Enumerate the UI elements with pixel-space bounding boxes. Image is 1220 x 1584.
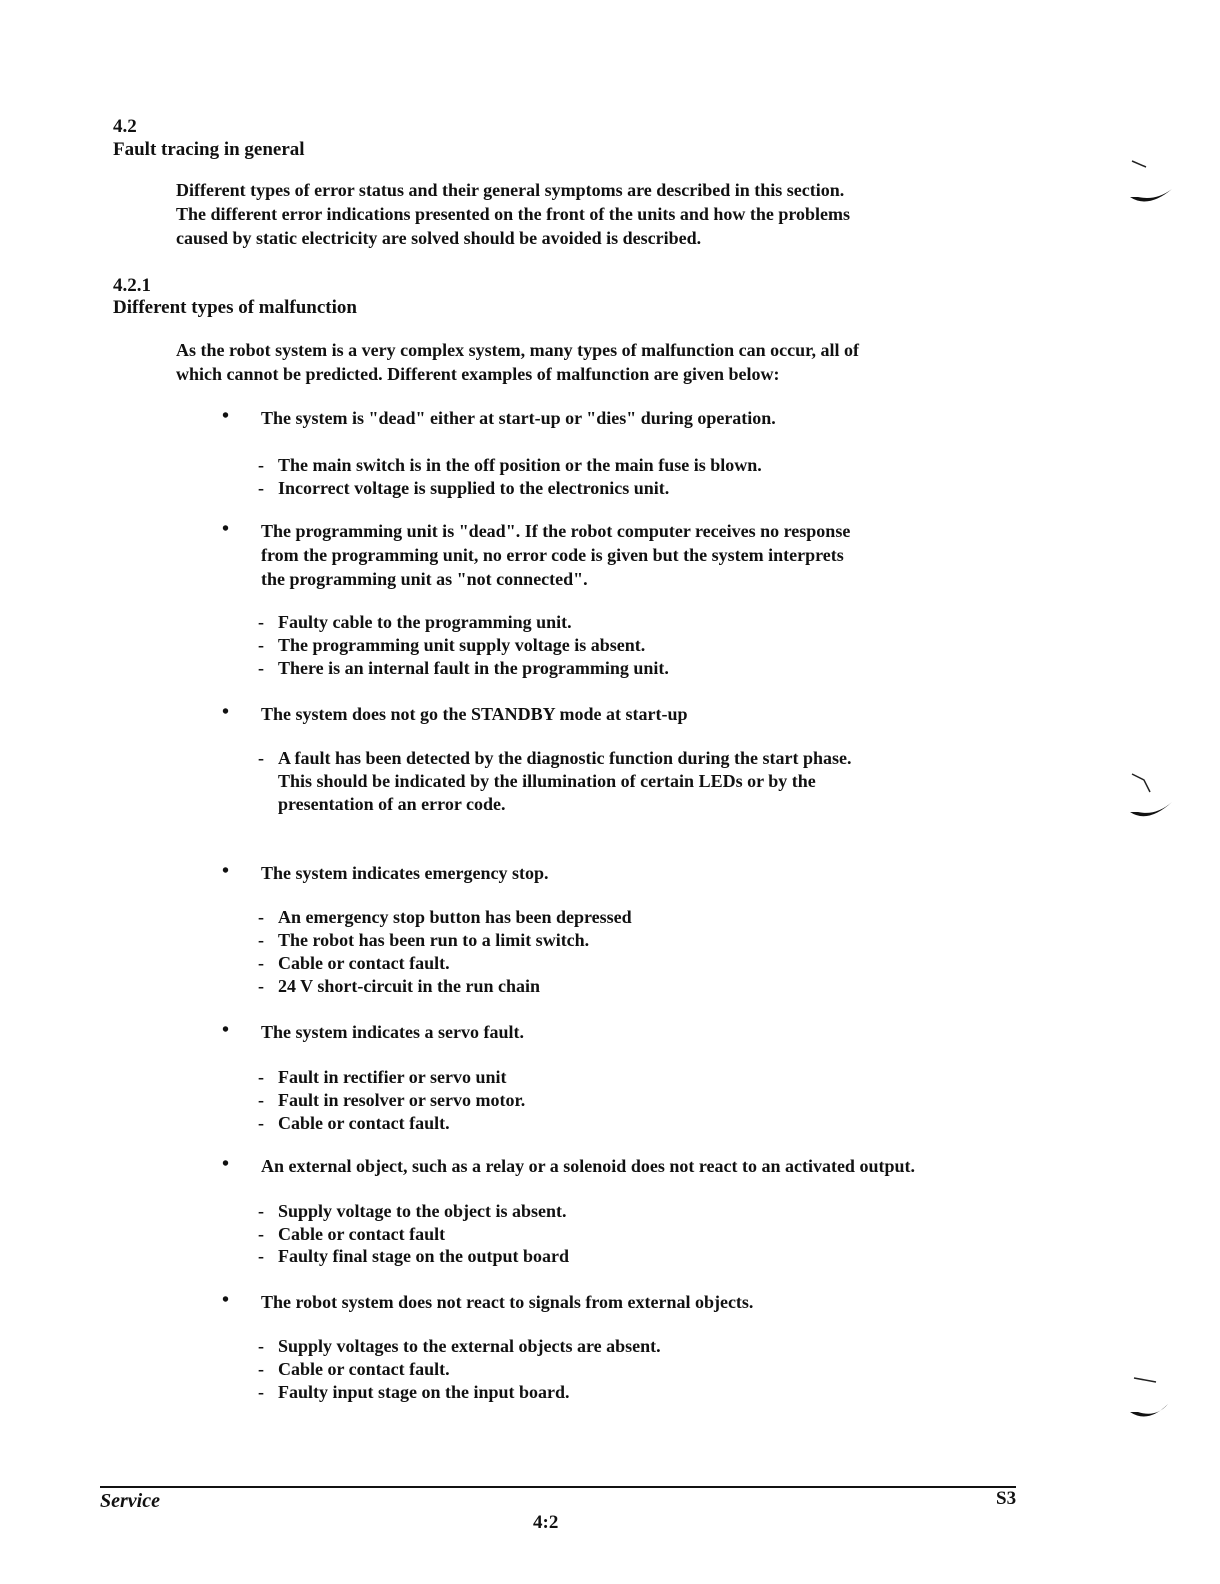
bullet-line: An external object, such as a relay or a solenoid does not react to an activated output. <box>261 1156 915 1176</box>
sub-item-line: An emergency stop button has been depressed <box>278 907 632 927</box>
sub-item-text <box>278 906 632 929</box>
bullet-icon: • <box>222 701 230 723</box>
bullet-item <box>261 861 1021 885</box>
page-number: 4:2 <box>533 1512 559 1533</box>
sub-item-text <box>278 1335 661 1358</box>
footer-rule <box>100 1486 1016 1488</box>
bullet-line: The robot system does not react to signals from external objects. <box>261 1292 754 1312</box>
sub-item-text <box>278 1223 445 1246</box>
sub-item-line: This should be indicated by the illumination of certain LEDs or by the <box>278 771 816 791</box>
sub-item <box>258 747 852 816</box>
sub-item-line: A fault has been detected by the diagnostic function during the start phase. <box>278 748 852 768</box>
sub-item-line: Incorrect voltage is supplied to the electronics unit. <box>278 478 670 498</box>
dash-icon: - <box>258 478 264 498</box>
dash-icon: - <box>258 748 264 768</box>
subsection-intro <box>176 338 966 386</box>
bullet-item <box>261 1020 1021 1044</box>
sub-item-text <box>278 657 669 680</box>
bullet-line: The system does not go the STANDBY mode at start-up <box>261 704 688 724</box>
dash-icon: - <box>258 635 264 655</box>
sub-item-text <box>278 1245 569 1268</box>
sub-item-text <box>278 1112 450 1135</box>
sub-item-text <box>278 611 572 634</box>
sub-item-line: There is an internal fault in the programming unit. <box>278 658 669 678</box>
dash-icon: - <box>258 907 264 927</box>
subsection-title: Different types of malfunction <box>113 297 357 318</box>
bullet-line: from the programming unit, no error code is given but the system interprets <box>261 545 844 565</box>
section-number: 4.2 <box>113 116 137 137</box>
sub-item <box>258 1358 450 1381</box>
footer-code: S3 <box>996 1488 1017 1509</box>
sub-item-line: Cable or contact fault <box>278 1224 446 1244</box>
sub-item <box>258 952 450 975</box>
dash-icon: - <box>258 1336 264 1356</box>
sub-item-text <box>278 1358 450 1381</box>
sub-item-text <box>278 454 762 477</box>
sub-item <box>258 1381 570 1404</box>
bullet-item <box>261 406 1021 430</box>
dash-icon: - <box>258 1359 264 1379</box>
sub-item-line: The programming unit supply voltage is absent. <box>278 635 646 655</box>
sub-item-text <box>278 634 645 657</box>
sub-item-text <box>278 952 450 975</box>
dash-icon: - <box>258 1246 264 1266</box>
sub-item <box>258 906 632 929</box>
dash-icon: - <box>258 1382 264 1402</box>
sub-item-line: Cable or contact fault. <box>278 953 450 973</box>
dash-icon: - <box>258 953 264 973</box>
sub-item <box>258 975 540 998</box>
sub-item-line: Cable or contact fault. <box>278 1359 450 1379</box>
sub-item-line: Supply voltage to the object is absent. <box>278 1201 567 1221</box>
sub-item-line: Supply voltages to the external objects are absent. <box>278 1336 661 1356</box>
sub-item-line: The robot has been run to a limit switch. <box>278 930 590 950</box>
bullet-line: The system indicates a servo fault. <box>261 1022 524 1042</box>
sub-item <box>258 634 645 657</box>
bullet-item <box>261 702 1021 726</box>
sub-item <box>258 1089 525 1112</box>
sub-item <box>258 657 669 680</box>
bullet-line: The system is "dead" either at start-up or "dies" during operation. <box>261 408 776 428</box>
dash-icon: - <box>258 1201 264 1221</box>
sub-item <box>258 1335 661 1358</box>
sub-item-text <box>278 975 540 998</box>
sub-item-line: 24 V short-circuit in the run chain <box>278 976 541 996</box>
sub-item <box>258 1245 569 1268</box>
dash-icon: - <box>258 658 264 678</box>
bullet-icon: • <box>222 518 230 540</box>
paragraph-line: As the robot system is a very complex system, many types of malfunction can occur, all of <box>176 340 859 360</box>
sub-item-text <box>278 929 589 952</box>
sub-item-line: Fault in resolver or servo motor. <box>278 1090 526 1110</box>
binder-mark-icon <box>1128 770 1178 825</box>
dash-icon: - <box>258 612 264 632</box>
bullet-icon: • <box>222 860 230 882</box>
bullet-item <box>261 1154 1021 1178</box>
bullet-line: The system indicates emergency stop. <box>261 863 549 883</box>
bullet-item <box>261 519 1021 591</box>
dash-icon: - <box>258 1067 264 1087</box>
bullet-line: the programming unit as "not connected". <box>261 569 588 589</box>
sub-item-line: Faulty cable to the programming unit. <box>278 612 572 632</box>
paragraph-line: caused by static electricity are solved should be avoided is described. <box>176 228 702 248</box>
paragraph-line: Different types of error status and their general symptoms are described in this section. <box>176 180 845 200</box>
sub-item <box>258 1200 567 1223</box>
binder-mark-icon <box>1128 1372 1178 1427</box>
bullet-icon: • <box>222 1019 230 1041</box>
sub-item <box>258 477 669 500</box>
dash-icon: - <box>258 1224 264 1244</box>
sub-item-text <box>278 1381 570 1404</box>
sub-item <box>258 1112 450 1135</box>
binder-mark-icon <box>1128 155 1178 210</box>
footer-label: Service <box>100 1490 160 1512</box>
dash-icon: - <box>258 1090 264 1110</box>
sub-item-text <box>278 477 669 500</box>
sub-item-line: Faulty final stage on the output board <box>278 1246 570 1266</box>
sub-item-text <box>278 1066 506 1089</box>
sub-item <box>258 1066 506 1089</box>
sub-item-text <box>278 1089 525 1112</box>
bullet-icon: • <box>222 1289 230 1311</box>
bullet-icon: • <box>222 405 230 427</box>
sub-item <box>258 929 589 952</box>
bullet-item <box>261 1290 1021 1314</box>
subsection-number: 4.2.1 <box>113 275 151 296</box>
paragraph-line: which cannot be predicted. Different examples of malfunction are given below: <box>176 364 780 384</box>
sub-item <box>258 454 762 477</box>
bullet-icon: • <box>222 1153 230 1175</box>
sub-item-text <box>278 747 852 816</box>
paragraph-line: The different error indications presented on the front of the units and how the problems <box>176 204 851 224</box>
section-title: Fault tracing in general <box>113 139 305 160</box>
dash-icon: - <box>258 976 264 996</box>
dash-icon: - <box>258 1113 264 1133</box>
sub-item-line: presentation of an error code. <box>278 794 506 814</box>
section-intro <box>176 178 966 250</box>
sub-item-line: Fault in rectifier or servo unit <box>278 1067 507 1087</box>
sub-item-line: The main switch is in the off position or the main fuse is blown. <box>278 455 762 475</box>
sub-item <box>258 611 572 634</box>
sub-item-line: Cable or contact fault. <box>278 1113 450 1133</box>
bullet-line: The programming unit is "dead". If the robot computer receives no response <box>261 521 851 541</box>
sub-item-line: Faulty input stage on the input board. <box>278 1382 570 1402</box>
sub-item <box>258 1223 445 1246</box>
dash-icon: - <box>258 455 264 475</box>
dash-icon: - <box>258 930 264 950</box>
sub-item-text <box>278 1200 567 1223</box>
